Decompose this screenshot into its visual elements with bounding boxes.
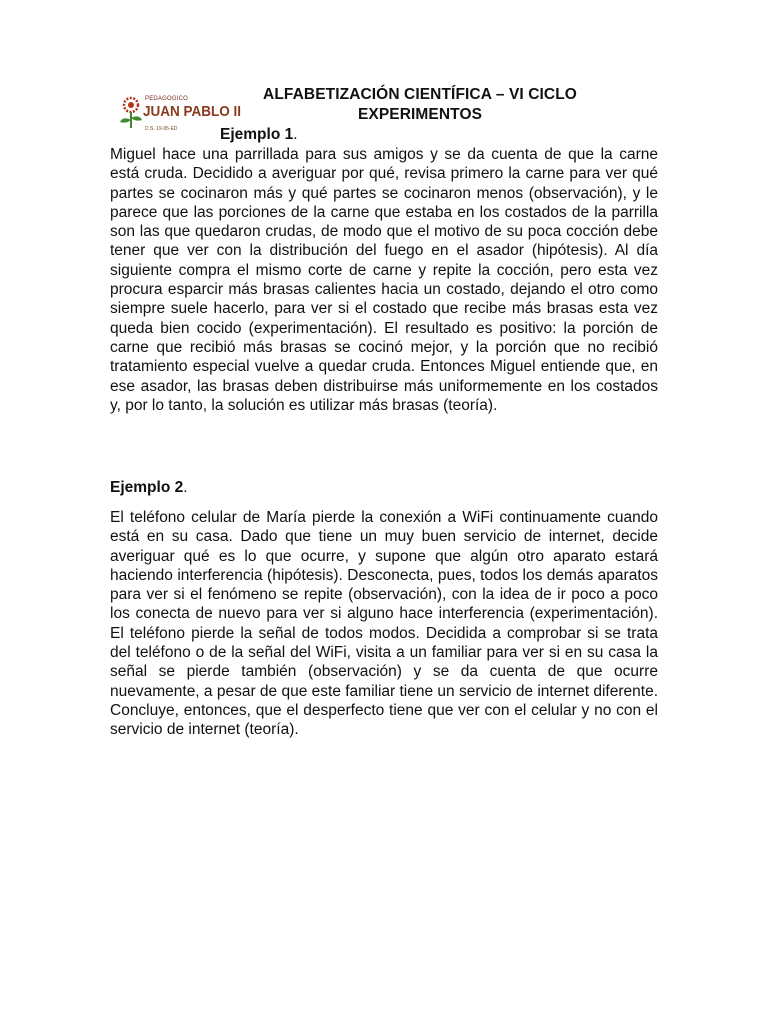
- example-2-body: El teléfono celular de María pierde la conexión a WiFi continuamente cuando está en su casa. Dado que tiene un muy buen servicio de internet, decide averiguar qué es lo que ocurre, y supone que algún otro aparato estará haciendo interferencia (hipótesis). Desconecta, pues, todos los demás aparatos para ver si el fenómeno se repite (observación), con la idea de ir poco a poco los conecta de nuevo para ver si alguno hace interferencia (experimentación). El teléfono pierde la señal de todos modos. Decidida a comprobar si se trata del teléfono o de la señal del WiFi, visita a un familiar para ver si en su casa la señal se pierde también (observación) y se da cuenta de que ocurre nuevamente, a pesar de que este familiar tiene un servicio de internet diferente. Concluye, entonces, que el desperfecto tiene que ver con el celular y no con el servicio de internet (teoría).: [110, 509, 658, 739]
- page-title: ALFABETIZACIÓN CIENTÍFICA – VI CICLO: [263, 86, 577, 103]
- page-subtitle: EXPERIMENTOS: [357, 106, 483, 123]
- logo-registration: D.S. 19-95-ED: [145, 126, 178, 132]
- example-2-heading: [110, 478, 188, 497]
- logo-subtitle: PEDAGOGICO: [145, 96, 189, 102]
- example-2-label: Ejemplo 2: [110, 479, 184, 496]
- example-1-body: Miguel hace una parrillada para sus amigos y se da cuenta de que la carne está cruda. Decidido a averiguar por qué, revisa primero la carne para ver qué partes se cocinaron más y qué partes se cocinaron menos (observación), y le parece que las porciones de la carne que estaba en los costados de la parrilla son las que quedaron crudas, de modo que el motivo de su poca cocción debe tener que ver con la distribución del fuego en el asador (hipótesis). Al día siguiente compra el mismo corte de carne y repite la cocción, pero esta vez procura esparcir más brasas calientes hacia un costado, dejando el otro como siempre suele hacerlo, para ver si el costado que recibe más brasas esta vez queda bien cocido (experimentación). El resultado es positivo: la porción de carne que recibió más brasas se cocinó mejor, y la porción que no recibió tratamiento especial vuelve a quedar cruda. Entonces Miguel entiende que, en ese asador, las brasas deben distribuirse más uniformemente en los costados y, por lo tanto, la solución es utilizar más brasas (teoría).: [110, 146, 658, 414]
- example-1-heading: [220, 125, 298, 144]
- example-1-punct: .: [293, 126, 298, 143]
- example-1-label: Ejemplo 1: [220, 126, 294, 143]
- logo-brand-name: JUAN PABLO II: [143, 103, 242, 120]
- example-2-punct: .: [183, 479, 188, 496]
